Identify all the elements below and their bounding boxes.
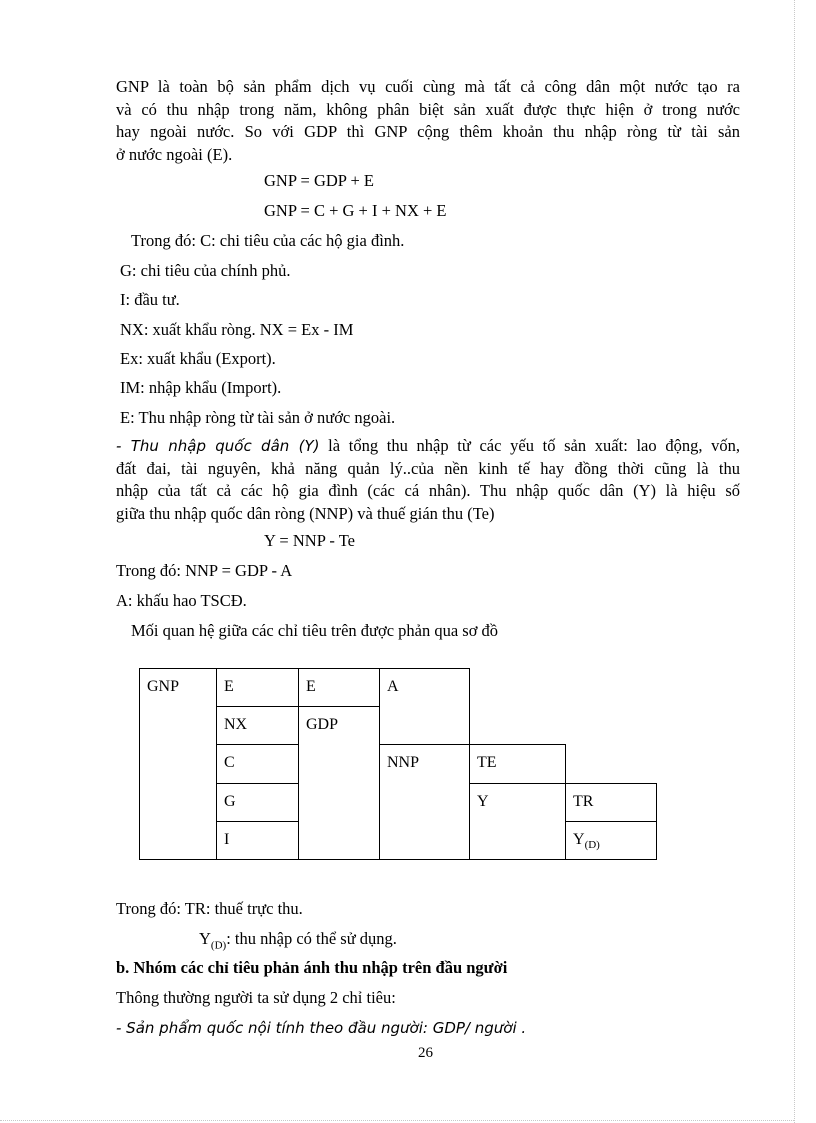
diagram-a: A (380, 669, 470, 745)
note-yd-base: Y (199, 929, 211, 948)
intro-line-3: hay ngoài nước. So với GDP thì GNP cộng thêm khoản thu nhập ròng từ tài sản (116, 122, 740, 141)
note-yd-rest: : thu nhập có thể sử dụng. (226, 929, 397, 948)
intro-line-4: ở nước ngoài (E). (116, 144, 233, 164)
national-income-line-2: đất đai, tài nguyên, khả năng quản lý..của nền kinh tế hay đồng thời cũng là thu (116, 458, 740, 478)
national-income-line-1-rest: là tổng thu nhập từ các yếu tố sản xuất: lao động, vốn, (319, 436, 740, 455)
diagram-c: C (217, 745, 299, 784)
formula-gnp-2: GNP = C + G + I + NX + E (264, 201, 447, 220)
definition-ex: Ex: xuất khẩu (Export). (120, 349, 276, 368)
definition-c: Trong đó: C: chi tiêu của các hộ gia đình. (131, 231, 405, 250)
diagram-yd (566, 822, 657, 860)
national-income-line-4: giữa thu nhập quốc dân ròng (NNP) và thuế gián thu (Te) (116, 503, 495, 523)
section-b-item-1: - Sản phẩm quốc nội tính theo đầu người: GDP/ người . (116, 1019, 527, 1037)
definition-a: A: khấu hao TSCĐ. (116, 591, 247, 610)
national-income-line-1 (116, 435, 740, 458)
income-diagram (139, 668, 657, 860)
diagram-yd-sub: (D) (584, 839, 600, 852)
national-income-paragraph (116, 435, 740, 525)
formula-nnp: Trong đó: NNP = GDP - A (116, 561, 293, 580)
relation-sentence: Mối quan hệ giữa các chỉ tiêu trên được phản qua sơ đồ (131, 621, 499, 640)
diagram-e-2: E (299, 669, 380, 707)
intro-line-2: và có thu nhập trong năm, không phân biệt sản xuất được thực hiện ở trong nước (116, 99, 740, 119)
diagram-yd-base: Y (573, 831, 585, 848)
diagram-g: G (217, 784, 299, 822)
diagram-y: Y (470, 784, 566, 860)
page-border-right (794, 0, 795, 1123)
diagram-i: I (217, 822, 299, 860)
page-border-bottom (0, 1120, 794, 1121)
national-income-term: - Thu nhập quốc dân (Y) (116, 437, 320, 455)
formula-y: Y = NNP - Te (264, 531, 355, 550)
note-tr: Trong đó: TR: thuế trực thu. (116, 899, 303, 918)
diagram-te: TE (470, 745, 566, 784)
diagram-gnp: GNP (140, 669, 217, 860)
diagram-tr: TR (566, 784, 657, 822)
definition-i: I: đầu tư. (120, 290, 180, 309)
national-income-line-3: nhập của tất cả các hộ gia đình (các cá nhân). Thu nhập quốc dân (Y) là hiệu số (116, 481, 740, 500)
page-number: 26 (418, 1045, 433, 1061)
definition-g: G: chi tiêu của chính phủ. (120, 261, 291, 280)
diagram-nnp: NNP (380, 745, 470, 860)
section-b-intro: Thông thường người ta sử dụng 2 chỉ tiêu: (116, 988, 396, 1007)
intro-line-1: GNP là toàn bộ sản phẩm dịch vụ cuối cùng mà tất cả công dân một nước tạo ra (116, 77, 740, 96)
definition-e: E: Thu nhập ròng từ tài sản ở nước ngoài. (120, 408, 396, 427)
diagram-gdp: GDP (299, 707, 380, 860)
formula-gnp-1: GNP = GDP + E (264, 171, 374, 190)
diagram-e-1: E (217, 669, 299, 707)
intro-paragraph (116, 76, 740, 166)
definition-im: IM: nhập khẩu (Import). (120, 378, 282, 397)
note-yd-sub: (D) (210, 939, 227, 952)
note-yd (199, 928, 397, 956)
diagram-nx: NX (217, 707, 299, 745)
definition-nx: NX: xuất khẩu ròng. NX = Ex - IM (120, 320, 354, 339)
section-b-heading: b. Nhóm các chỉ tiêu phản ánh thu nhập trên đầu người (116, 958, 508, 977)
